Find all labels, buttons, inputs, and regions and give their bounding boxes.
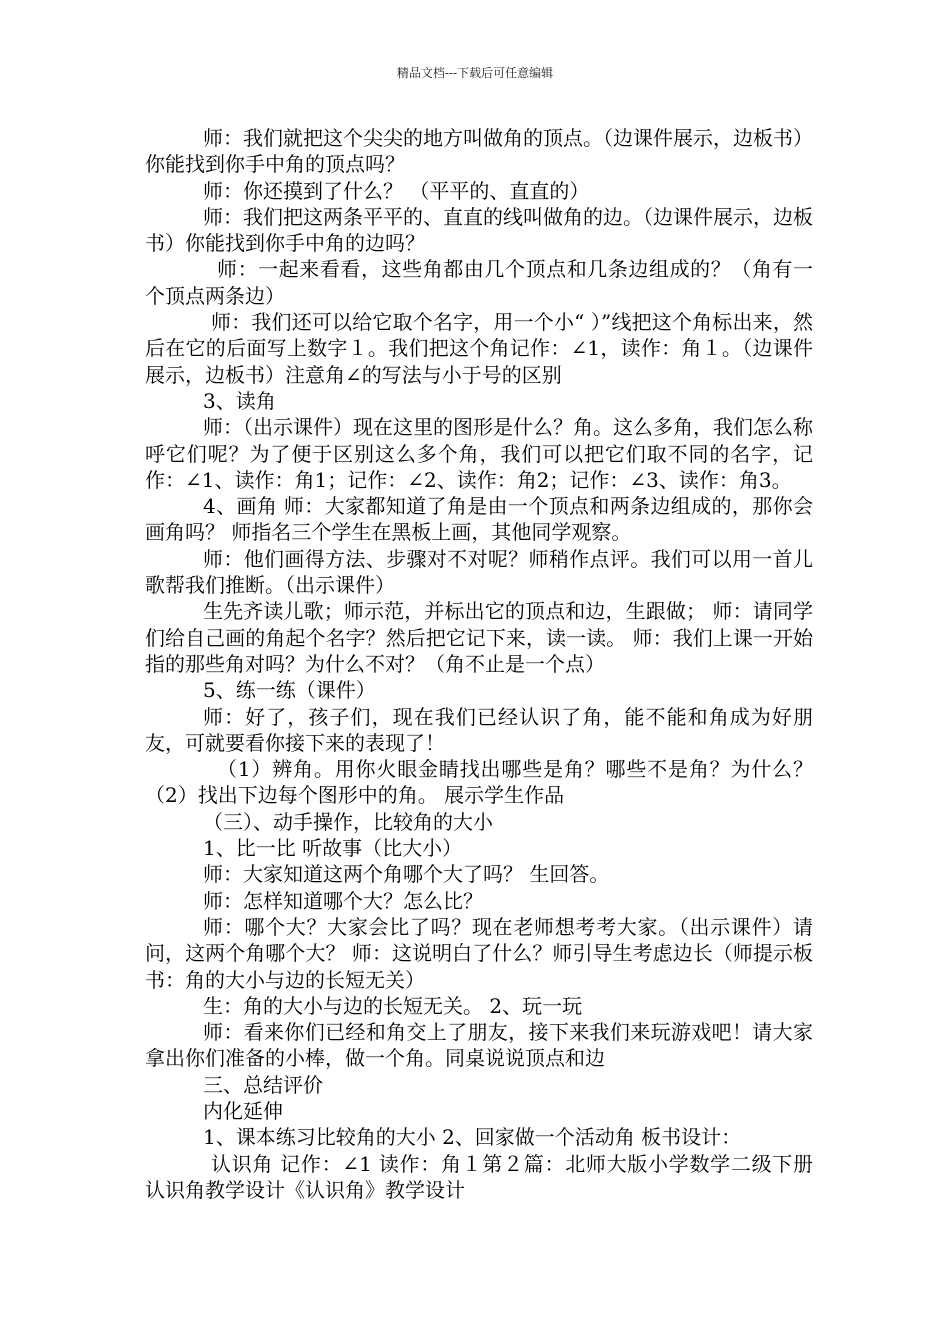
paragraph: 生先齐读儿歌；师示范，并标出它的顶点和边，生跟做； 师：请同学们给自己画的角起个名字？然后把它记下来，读一读。 师：我们上课一开始指的那些角对吗？为什么不对？（角不止是一个点） (145, 599, 813, 676)
paragraph: 师：看来你们已经和角交上了朋友，接下来我们来玩游戏吧！请大家拿出你们准备的小棒，做一个角。同桌说说顶点和边 (145, 1020, 813, 1071)
paragraph: 师：我们就把这个尖尖的地方叫做角的顶点。（边课件展示，边板书）你能找到你手中角的顶点吗？ (145, 126, 813, 177)
paragraph: 1、比一比 听故事（比大小） (203, 836, 463, 861)
paragraph: 师：我们把这两条平平的、直直的线叫做角的边。（边课件展示，边板书）你能找到你手中角的边吗？ (145, 204, 813, 256)
paragraph: 认识角 记作：∠1 读作：角１第２篇：北师大版小学数学二级下册认识角教学设计《认识角》教学设计 (145, 1151, 813, 1202)
paragraph: 师：你还摸到了什么？ （平平的、直直的） (203, 178, 590, 203)
paragraph: 生：角的大小与边的长短无关。 2、玩一玩 (203, 993, 583, 1018)
paragraph: 师：他们画得方法、步骤对不对呢？师稍作点评。我们可以用一首儿歌帮我们推断。（出示课件） (145, 546, 813, 598)
paragraph: （1）辨角。用你火眼金睛找出哪些是角？哪些不是角？为什么？ （2）找出下边每个图形中的角。 展示学生作品 (145, 757, 813, 808)
section-heading: 3、读角 (203, 388, 276, 413)
paragraph: 师：好了，孩子们，现在我们已经认识了角，能不能和角成为好朋友，可就要看你接下来的表现了！ (145, 704, 813, 755)
section-heading: 三、总结评价 (203, 1072, 323, 1097)
paragraph: 内化延伸 (203, 1098, 283, 1123)
paragraph: 4、画角 师：大家都知道了角是由一个顶点和两条边组成的，那你会画角吗？ 师指名三个学生在黑板上画，其他同学观察。 (145, 494, 813, 545)
paragraph: 师：（出示课件）现在这里的图形是什么？角。这么多角，我们怎么称呼它们呢？为了便于区别这么多个角，我们可以把它们取不同的名字，记作：∠1、读作：角1；记作：∠2、读作：角2；记作：∠3、读作：角3。 (145, 415, 813, 492)
paragraph: 师：我们还可以给它取个名字，用一个小“ ）”线把这个角标出来，然后在它的后面写上数字１。我们把这个角记作：∠1，读作：角１。（边课件展示，边板书）注意角∠的写法与小于号的区别 (145, 310, 813, 387)
section-heading: 5、练一练（课件） (203, 678, 376, 703)
paragraph: 1、课本练习比较角的大小 2、回家做一个活动角 板书设计： (203, 1125, 742, 1150)
paragraph: 师：怎样知道哪个大？怎么比？ (203, 888, 483, 913)
section-heading: （三）、动手操作，比较角的大小 (203, 809, 493, 834)
paragraph: 师：大家知道这两个角哪个大了吗？ 生回答。 (203, 862, 610, 887)
document-body (145, 125, 813, 1203)
page-header: 精品文档---下载后可任意编辑 (396, 66, 554, 80)
paragraph: 师：哪个大？大家会比了吗？现在老师想考考大家。（出示课件）请问，这两个角哪个大？ 师：这说明白了什么？师引导生考虑边长（师提示板书：角的大小与边的长短无关） (145, 914, 813, 992)
paragraph: 师：一起来看看，这些角都由几个顶点和几条边组成的？（角有一个顶点两条边） (145, 257, 813, 308)
